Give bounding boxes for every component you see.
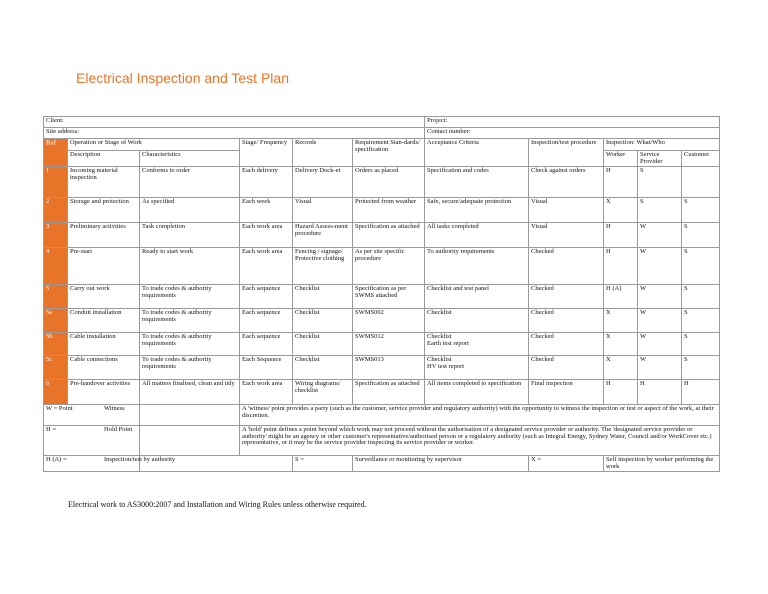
legend-surveillance-key: S =: [293, 456, 353, 472]
row-customer: [682, 167, 720, 198]
table-row: [44, 167, 720, 198]
row-description: Cable installation: [68, 333, 140, 356]
row-stage: Each sequence: [240, 333, 293, 356]
legend-self-key: X =: [529, 456, 604, 472]
page-title: Electrical Inspection and Test Plan: [76, 70, 289, 86]
legend-hold-description: A 'hold' point defines a point beyond which work may not proceed without the authorisation of a designated service provider or authority. The 'designated service provider or authority' might be an agency or other customer's representative/authorised person or a regulatory authority (such as Integral Energy, Sydney Water, Council and/or WorkCover etc.) representative, or it may be the service provider inspecting its service provider or worker.: [240, 426, 720, 456]
row-requirement: SWMS002: [353, 309, 425, 333]
inspection-header: Inspection/test procedure: [529, 139, 604, 167]
row-ref: 5a: [44, 309, 68, 333]
row-service-provider: W: [638, 309, 682, 333]
service-provider-header: Service Provider: [638, 151, 682, 167]
row-characteristics: To trade codes & authority requirements: [140, 356, 240, 380]
row-worker: X: [604, 356, 638, 380]
row-stage: Each work area: [240, 248, 293, 285]
characteristics-header: Characteristics: [140, 151, 240, 167]
table-row: [44, 248, 720, 285]
row-acceptance: All items completed to specification: [425, 380, 529, 405]
row-characteristics: To trade codes & authority requirements: [140, 333, 240, 356]
legend-hold-key: H =: [44, 426, 140, 456]
row-worker: X: [604, 333, 638, 356]
row-records: Delivery Dock-et: [293, 167, 353, 198]
row-service-provider: W: [638, 223, 682, 248]
worker-header: Worker: [604, 151, 638, 167]
row-customer: S: [682, 309, 720, 333]
legend-authority-key: H (A) =: [44, 456, 140, 472]
row-acceptance: To authority requirements: [425, 248, 529, 285]
row-stage: Each work area: [240, 223, 293, 248]
row-acceptance: Specification and codes: [425, 167, 529, 198]
row-ref: 5c: [44, 356, 68, 380]
row-records: Fencing / signage/ Protective clothing: [293, 248, 353, 285]
row-description: Preliminary activities: [68, 223, 140, 248]
row-service-provider: H: [638, 380, 682, 405]
row-description: Cable connections: [68, 356, 140, 380]
row-characteristics: To trade codes & authority requirements: [140, 285, 240, 309]
customer-header: Customer: [682, 151, 720, 167]
legend-row-witness: [44, 405, 720, 426]
row-service-provider: W: [638, 285, 682, 309]
row-worker: H: [604, 223, 638, 248]
row-description: Storage and protection: [68, 198, 140, 223]
stage-header: Stage/ Frequency: [240, 139, 293, 167]
row-customer: S: [682, 198, 720, 223]
row-ref: 4: [44, 248, 68, 285]
table-row: [44, 333, 720, 356]
row-acceptance-line-1: Checklist: [427, 356, 452, 363]
header-row-client: [44, 117, 720, 128]
row-customer: S: [682, 248, 720, 285]
row-inspection: Visual: [529, 223, 604, 248]
row-stage: Each week: [240, 198, 293, 223]
row-ref: 3: [44, 223, 68, 248]
row-acceptance-line-1: Checklist: [427, 333, 452, 340]
legend-self-description: Self inspection by worker performing the work: [604, 456, 720, 472]
row-description: Incoming material inspection: [68, 167, 140, 198]
row-records: Checklist: [293, 333, 353, 356]
legend-row-codes: [44, 456, 720, 472]
row-worker: X: [604, 309, 638, 333]
row-requirement: Specification as attached: [353, 380, 425, 405]
acceptance-header: Acceptance Criteria: [425, 139, 529, 167]
legend-witness-key: W = Point: [44, 405, 140, 426]
row-records: Wiring diagrams/ checklist: [293, 380, 353, 405]
description-header: Description: [68, 151, 140, 167]
ref-header: Ref: [44, 139, 68, 167]
row-inspection: Checked: [529, 356, 604, 380]
row-acceptance: [425, 333, 529, 356]
row-requirement: Specification as attached: [353, 223, 425, 248]
row-acceptance-line-2: Earth test report: [427, 339, 469, 347]
row-acceptance: Checklist: [425, 309, 529, 333]
records-header: Records: [293, 139, 353, 167]
row-records: Checklist: [293, 356, 353, 380]
row-ref: 6: [44, 380, 68, 405]
row-requirement: SWMS012: [353, 333, 425, 356]
row-description: Conduit installation: [68, 309, 140, 333]
row-worker: H: [604, 167, 638, 198]
row-characteristics: Task completion: [140, 223, 240, 248]
legend-witness-description: A 'witness' point provides a party (such as the customer, service provider and regulatory authority) with the opportunity to witness the inspection or test or aspect of the work, at their discretion.: [240, 405, 720, 426]
header-row-site: [44, 128, 720, 139]
row-inspection: Checked: [529, 309, 604, 333]
row-ref: 2: [44, 198, 68, 223]
row-acceptance-line-2: HV test report: [427, 362, 465, 370]
row-records: Checklist: [293, 309, 353, 333]
row-inspection: Checked: [529, 248, 604, 285]
row-records: Hazard Assess-ment procedure: [293, 223, 353, 248]
row-inspection: Visual: [529, 198, 604, 223]
table-row: [44, 380, 720, 405]
row-description: Pre-start: [68, 248, 140, 285]
row-stage: Each sequence: [240, 309, 293, 333]
row-acceptance: [425, 356, 529, 380]
row-requirement: As per site specific procedure: [353, 248, 425, 285]
row-characteristics: All matters finalised, clean and tidy: [140, 380, 240, 405]
row-ref: 5: [44, 285, 68, 309]
legend-hold-label: Hold Point: [102, 426, 202, 456]
table-row: [44, 356, 720, 380]
legend-row-hold: [44, 426, 720, 456]
row-characteristics: To trade codes & authority requirements: [140, 309, 240, 333]
row-stage: Each work area: [240, 380, 293, 405]
project-label: Project:: [425, 117, 720, 128]
client-label: Client:: [44, 117, 425, 128]
operation-header: Operation or Stage of Work: [68, 139, 240, 151]
row-customer: S: [682, 223, 720, 248]
site-address-label: Site address:: [44, 128, 425, 139]
row-characteristics: As specified: [140, 198, 240, 223]
column-header-row: [44, 139, 720, 151]
row-description: Pre-handover activities: [68, 380, 140, 405]
row-customer: S: [682, 356, 720, 380]
row-service-provider: S: [638, 198, 682, 223]
table-row: [44, 223, 720, 248]
row-worker: H: [604, 248, 638, 285]
row-records: Checklist: [293, 285, 353, 309]
row-worker: H: [604, 380, 638, 405]
row-inspection: Checked: [529, 333, 604, 356]
table-row: [44, 198, 720, 223]
legend-witness-label: Witness: [102, 405, 202, 426]
row-requirement: Orders as placed: [353, 167, 425, 198]
inspection-who-header: Inspection: What/Who: [604, 139, 720, 151]
row-service-provider: S: [638, 167, 682, 198]
legend-surveillance-description: Surveillance or monitoring by supervisor: [353, 456, 529, 472]
row-ref: 1: [44, 167, 68, 198]
table-row: [44, 285, 720, 309]
row-ref: 5b: [44, 333, 68, 356]
row-worker: X: [604, 198, 638, 223]
row-inspection: Check against orders: [529, 167, 604, 198]
row-acceptance: Safe, secure/adequate protection: [425, 198, 529, 223]
footer-note: Electrical work to AS3000:2007 and Installation and Wiring Rules unless otherwise required.: [68, 500, 367, 509]
row-service-provider: W: [638, 333, 682, 356]
row-customer: S: [682, 333, 720, 356]
row-acceptance: Checklist and test panel: [425, 285, 529, 309]
row-worker: H (A): [604, 285, 638, 309]
row-characteristics: Ready to start work: [140, 248, 240, 285]
row-description: Carry out work: [68, 285, 140, 309]
row-requirement: Specification as per SWMS attached: [353, 285, 425, 309]
row-characteristics: Conforms to order: [140, 167, 240, 198]
row-inspection: Final inspection: [529, 380, 604, 405]
legend-authority-description: Inspection/test by authority: [102, 456, 255, 472]
row-stage: Each sequence: [240, 285, 293, 309]
row-service-provider: W: [638, 356, 682, 380]
table-row: [44, 309, 720, 333]
row-customer: H: [682, 380, 720, 405]
requirement-header: Requirement Stan-dards/ specification: [353, 139, 425, 167]
row-requirement: Protected from weather: [353, 198, 425, 223]
row-service-provider: W: [638, 248, 682, 285]
row-stage: Each Sequence: [240, 356, 293, 380]
itp-table: [43, 116, 720, 472]
row-acceptance: All tasks completed: [425, 223, 529, 248]
row-customer: S: [682, 285, 720, 309]
row-stage: Each delivery: [240, 167, 293, 198]
contact-number-label: Contact number:: [425, 128, 720, 139]
row-inspection: Checked: [529, 285, 604, 309]
row-records: Visual: [293, 198, 353, 223]
row-requirement: SWMS013: [353, 356, 425, 380]
